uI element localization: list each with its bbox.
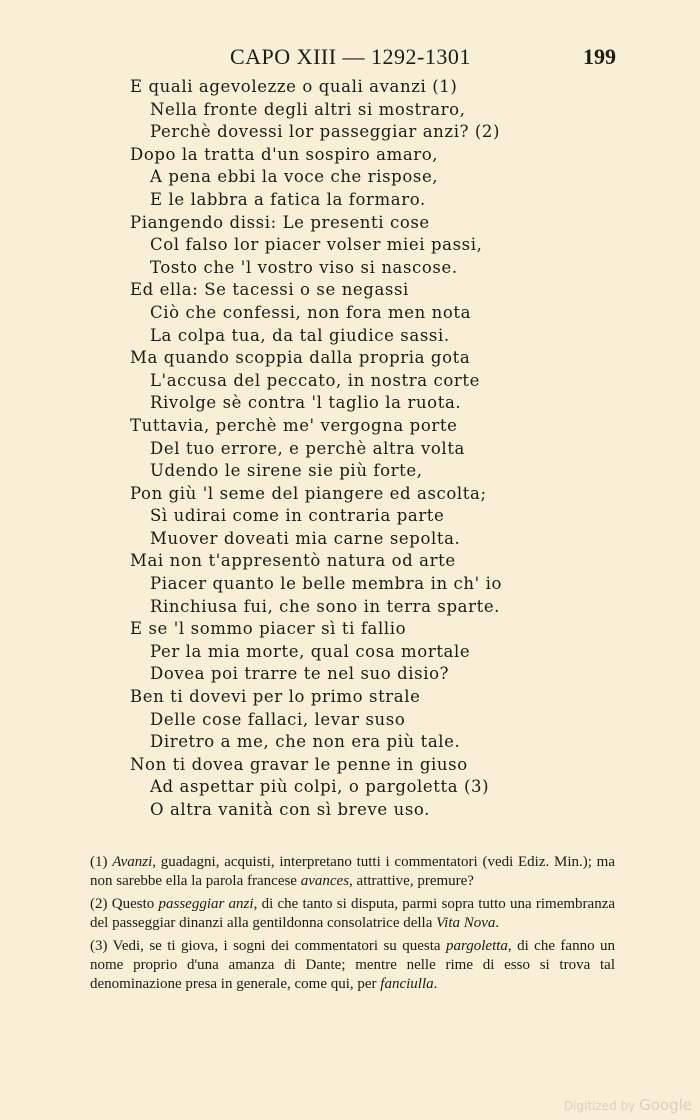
footnote-marker: (3) <box>90 938 108 954</box>
verse-line: Nella fronte degli altri si mostraro, <box>150 99 466 119</box>
verse-line: L'accusa del peccato, in nostra corte <box>150 370 480 390</box>
footnote-term: Avanzi <box>112 854 153 870</box>
verse-line: Mai non t'appresentò natura od arte <box>130 551 456 571</box>
page-number: 199 <box>583 44 616 69</box>
footnote-marker: (2) <box>90 896 108 912</box>
footnote-2 <box>90 895 615 933</box>
footnote-term: pargoletta <box>445 938 508 954</box>
poem-verses <box>130 76 600 822</box>
running-header <box>0 44 700 74</box>
verse-line: Perchè dovessi lor passeggiar anzi? (2) <box>150 122 501 142</box>
footnote-term: Vita Nova <box>436 915 496 931</box>
verse-line: Rivolge sè contra 'l taglio la ruota. <box>150 393 462 413</box>
digitization-watermark <box>564 1096 692 1114</box>
footnote-text: . <box>433 976 438 992</box>
verse-line: Tosto che 'l vostro viso si nascose. <box>150 257 458 277</box>
verse-line: Ben ti dovevi per lo primo strale <box>130 687 421 707</box>
verse-line: La colpa tua, da tal giudice sassi. <box>150 325 450 345</box>
verse-line: Non ti dovea gravar le penne in giuso <box>130 754 468 774</box>
verse-line: Ad aspettar più colpi, o pargoletta (3) <box>150 777 490 797</box>
footnote-text: . <box>495 915 500 931</box>
verse-line: E le labbra a fatica la formaro. <box>150 189 426 209</box>
watermark-prefix: Digitized by <box>563 1099 636 1113</box>
verse-line: Pon giù 'l seme del piangere ed ascolta; <box>130 483 487 503</box>
verse-line: Rinchiusa fui, che sono in terra sparte. <box>150 596 501 616</box>
verse-line: Delle cose fallaci, levar suso <box>150 709 406 729</box>
verse-line: Sì udirai come in contraria parte <box>150 506 445 526</box>
verse-line: Del tuo errore, e perchè altra volta <box>150 438 465 458</box>
chapter-heading: CAPO XIII — 1292-1301 <box>230 44 471 69</box>
footnote-term: avances <box>300 873 350 889</box>
verse-line: Per la mia morte, qual cosa mortale <box>150 641 471 661</box>
verse-line: Piacer quanto le belle membra in ch' io <box>150 574 502 594</box>
footnote-text: , di che tanto si disputa, parmi sopra tutto una rimembranza del passeggiar dinanzi alla gentildonna consolatrice della <box>90 896 616 931</box>
verse-line: Tuttavia, perchè me' vergogna porte <box>130 415 458 435</box>
footnote-3 <box>90 937 615 994</box>
footnote-term: fanciulla <box>380 976 434 992</box>
verse-line: Col falso lor piacer volser miei passi, <box>150 235 483 255</box>
footnote-text: Vedi, se ti giova, i sogni dei commentatori su questa <box>112 938 446 954</box>
footnote-1 <box>90 853 615 891</box>
footnotes <box>90 853 615 998</box>
footnote-term: passeggiar anzi <box>158 896 254 912</box>
verse-line: Dopo la tratta d'un sospiro amaro, <box>130 144 439 164</box>
footnote-text: , di che fanno un nome proprio d'una amanza di Dante; mentre nelle rime di esso si trova tal denominazione presa in generale, come qui, per <box>90 938 615 992</box>
verse-line: A pena ebbi la voce che rispose, <box>150 167 439 187</box>
footnote-text: , guadagni, acquisti, interpretano tutti i commentatori (vedi Ediz. Min.); ma non sarebbe ella la parola francese <box>90 854 615 889</box>
verse-line: Ma quando scoppia dalla propria gota <box>130 348 471 368</box>
watermark-brand: Google <box>639 1096 692 1114</box>
verse-line: O altra vanità con sì breve uso. <box>150 800 431 819</box>
verse-line: Muover doveati mia carne sepolta. <box>150 528 461 548</box>
footnote-text: , attrattive, premure? <box>349 873 474 889</box>
verse-line: Udendo le sirene sie più forte, <box>150 461 423 481</box>
verse-line: E se 'l sommo piacer sì ti fallio <box>130 619 407 639</box>
verse-line: Dovea poi trarre te nel suo disio? <box>150 664 450 684</box>
footnote-marker: (1) <box>90 854 108 870</box>
footnote-text: Questo <box>111 896 159 912</box>
verse-line: Piangendo dissi: Le presenti cose <box>130 212 430 232</box>
verse-line: Ciò che confessi, non fora men nota <box>150 302 472 322</box>
verse-line: E quali agevolezze o quali avanzi (1) <box>130 77 458 96</box>
verse-line: Ed ella: Se tacessi o se negassi <box>130 280 409 300</box>
verse-line: Diretro a me, che non era più tale. <box>150 732 461 752</box>
